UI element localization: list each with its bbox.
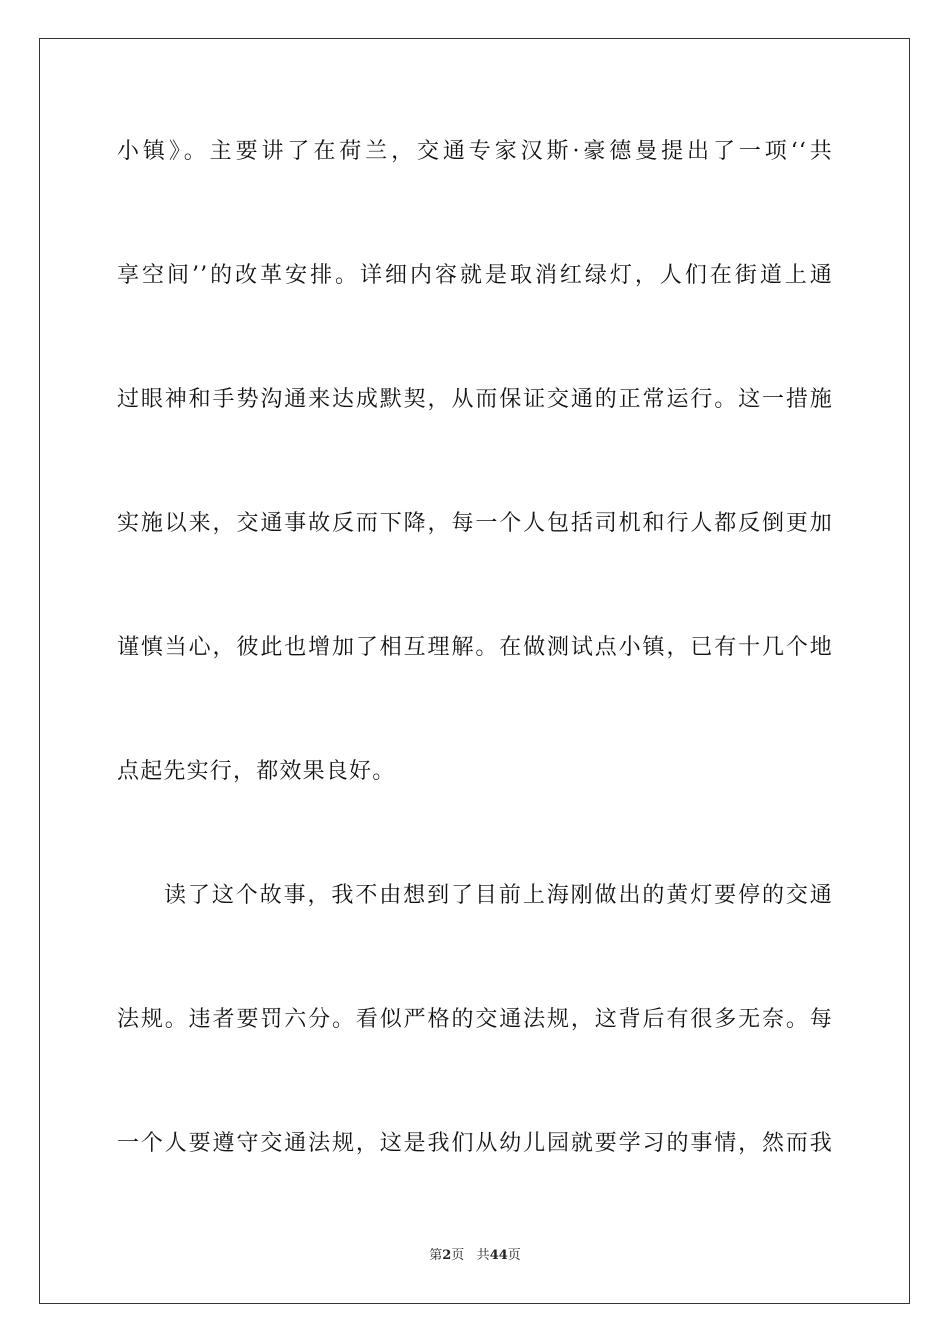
paragraph-line-2: 享空间’’的改革安排。详细内容就是取消红绿灯，人们在街道上通 (117, 263, 833, 288)
total-suffix: 页 (507, 1248, 521, 1263)
paragraph-line-3: 过眼神和手势沟通来达成默契，从而保证交通的正常运行。这一措施 (117, 387, 833, 412)
total-prefix: 共 (476, 1248, 490, 1263)
paragraph-line-4: 实施以来，交通事故反而下降，每一个人包括司机和行人都反倒更加 (117, 511, 833, 536)
page-suffix: 页 (451, 1248, 465, 1263)
paragraph-line-7: 读了这个故事，我不由想到了目前上海刚做出的黄灯要停的交通 (164, 883, 833, 908)
paragraph-line-6: 点起先实行，都效果良好。 (117, 759, 396, 784)
page-footer (0, 1247, 950, 1265)
paragraph-line-9: 一个人要遵守交通法规，这是我们从幼儿园就要学习的事情，然而我 (117, 1131, 833, 1156)
page-border (39, 38, 910, 1304)
total-pages: 44 (489, 1248, 508, 1263)
page-number: 2 (442, 1248, 452, 1263)
paragraph-line-1: 小镇》。主要讲了在荷兰，交通专家汉斯·豪德曼提出了一项‘‘共 (117, 139, 833, 164)
paragraph-line-8: 法规。违者要罚六分。看似严格的交通法规，这背后有很多无奈。每 (117, 1007, 833, 1032)
page-prefix: 第 (429, 1248, 443, 1263)
paragraph-line-5: 谨慎当心，彼此也增加了相互理解。在做测试点小镇，已有十几个地 (117, 635, 833, 660)
